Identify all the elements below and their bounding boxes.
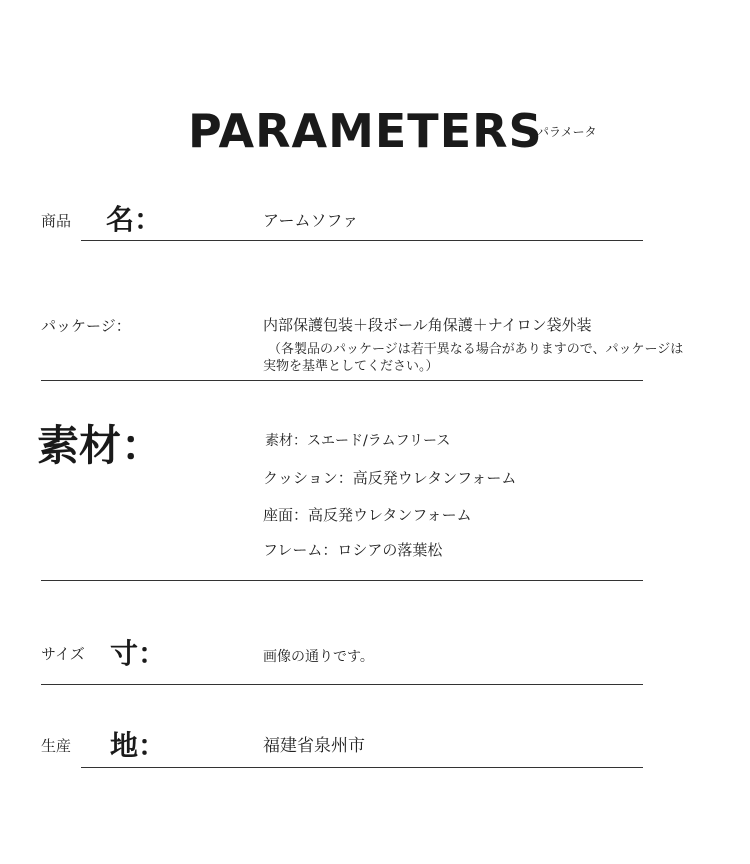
material-item: 座面：高反発ウレタンフォーム: [263, 506, 472, 524]
origin-label-main: 地：: [110, 729, 167, 762]
page-title: PARAMETERS: [188, 104, 543, 158]
name-label-main: 名：: [106, 203, 163, 236]
size-divider: [41, 684, 643, 685]
package-note-line1: （各製品のパッケージは若干異なる場合がありますので、パッケージは: [268, 342, 684, 357]
material-divider: [41, 580, 643, 581]
page-subtitle: パラメータ: [537, 125, 597, 139]
origin-label-prefix: 生産: [41, 737, 72, 755]
name-divider: [81, 240, 643, 241]
origin-divider: [81, 767, 643, 768]
package-divider: [41, 380, 643, 381]
material-item: クッション：高反発ウレタンフォーム: [263, 469, 517, 487]
material-item: 素材：スエード/ラムフリース: [265, 433, 451, 449]
package-note-line2: 実物を基準としてください。）: [263, 359, 439, 374]
package-value: 内部保護包装＋段ボール角保護＋ナイロン袋外装: [263, 316, 592, 334]
name-label-prefix: 商品: [41, 212, 72, 230]
material-label: 素材：: [37, 421, 164, 470]
size-label-main: 寸：: [110, 637, 167, 670]
origin-value: 福建省泉州市: [263, 736, 365, 756]
size-label-prefix: サイズ: [41, 645, 85, 663]
size-value: 画像の通りです。: [263, 649, 374, 665]
package-label: パッケージ：: [41, 317, 131, 335]
material-item: フレーム：ロシアの落葉松: [263, 541, 443, 559]
name-value: アームソファ: [263, 211, 359, 230]
